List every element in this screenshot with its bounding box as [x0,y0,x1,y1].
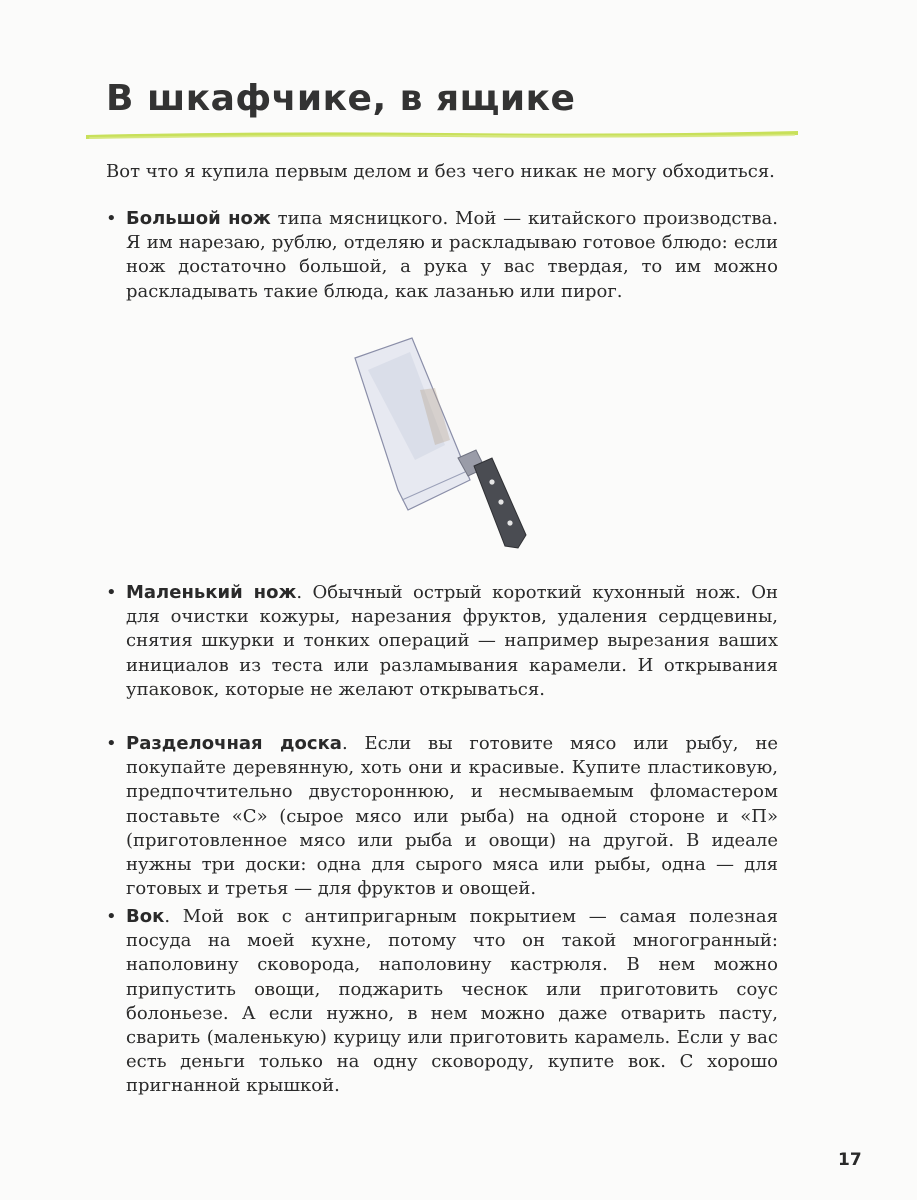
item-text: . Если вы готовите мясо или рыбу, не покупайте деревянную, хоть они и красивые. Купите пластиковую, предпочтительно двустороннюю, и несмываемым фломастером поставьте «С» (сырое мясо или рыба) на одной стороне и «П» (приготовленное мясо или рыба и овощи) на другой. В идеале нужны три доски: одна для сырого мяса или рыбы, одна — для готовых и третья — для фруктов и овощей. [126,733,779,900]
page-title: В шкафчике, в ящике [106,78,576,119]
title-underline [86,128,798,142]
list-item-big-knife [106,207,778,304]
item-text: типа мясницкого. Мой — китайского производства. Я им нарезаю, рублю, отделяю и раскладываю готовое блюдо: если нож достаточно большой, а рука у вас твердая, то им можно раскладывать такие блюда, как лазанью или пирог. [126,208,778,302]
item-term: Маленький нож [126,582,297,603]
cleaver-illustration [340,330,560,570]
bullet: • [106,582,117,603]
bullet: • [106,906,117,927]
item-term: Большой нож [126,208,271,229]
intro-paragraph: Вот что я купила первым делом и без чего никак не могу обходиться. [106,161,775,182]
page-number: 17 [838,1150,862,1170]
list-item-small-knife [106,581,778,702]
bullet: • [106,208,117,229]
item-term: Разделочная доска [126,733,342,754]
list-item-wok [106,905,778,1099]
bullet: • [106,733,117,754]
item-term: Вок [126,906,165,927]
item-text: . Обычный острый короткий кухонный нож. Он для очистки кожуры, нарезания фруктов, удаления сердцевины, снятия шкурки и тонких операций — например вырезания ваших инициалов из теста или разламывания карамели. И открывания упаковок, которые не желают открываться. [126,582,778,700]
item-text: . Мой вок с антипригарным покрытием — самая полезная посуда на моей кухне, потому что он такой многогранный: наполовину сковорода, наполовину кастрюля. В нем можно припустить овощи, поджарить чеснок или приготовить соус болоньезе. А если нужно, в нем можно даже отварить пасту, сварить (маленькую) курицу или приготовить карамель. Если у вас есть деньги только на одну сковороду, купите вок. С хорошо пригнанной крышкой. [126,906,778,1097]
list-item-cutting-board [106,732,778,901]
